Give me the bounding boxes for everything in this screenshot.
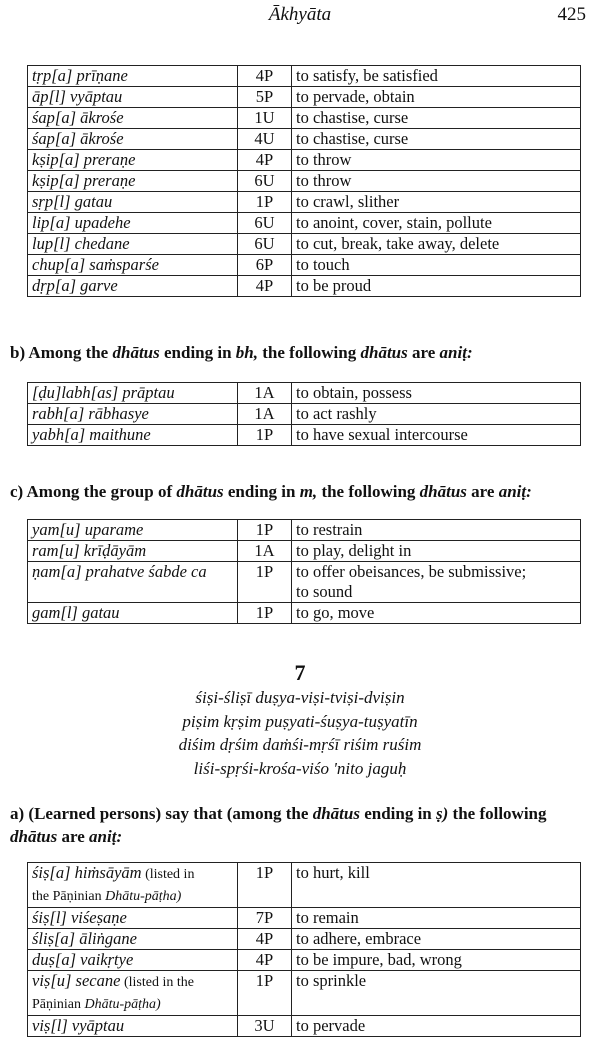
- heading-text: dhātus: [360, 343, 408, 362]
- dhatu-meaning: to be proud: [296, 276, 372, 295]
- dhatu-class-cell: 1A: [238, 541, 292, 562]
- dhatu-table-bh: [27, 382, 581, 446]
- dhatu-class-cell: 1P: [238, 603, 292, 624]
- dhatu-class-cell: 1U: [238, 108, 292, 129]
- table-row: [28, 383, 581, 404]
- heading-text: the following: [258, 343, 361, 362]
- dhatu-root: śap[a] ākrośe: [32, 129, 124, 148]
- dhatu-meaning: to be impure, bad, wrong: [296, 950, 462, 969]
- dhatu-root-cell: [28, 150, 238, 171]
- dhatu-root-cell: [28, 255, 238, 276]
- dhatu-root: lip[a] upadehe: [32, 213, 131, 232]
- dhatu-class-cell: 6U: [238, 213, 292, 234]
- dhatu-root: viṣ[l] vyāptau: [32, 1016, 125, 1035]
- table-row: [28, 66, 581, 87]
- dhatu-meaning: to sound: [296, 582, 353, 601]
- table-row: [28, 234, 581, 255]
- dhatu-meaning: to pervade: [296, 1016, 366, 1035]
- heading-text: aniṭ:: [498, 482, 532, 501]
- dhatu-table-m: [27, 519, 581, 624]
- table-row: [28, 150, 581, 171]
- dhatu-meaning: to have sexual intercourse: [296, 425, 468, 444]
- dhatu-meaning-cell: [292, 950, 581, 971]
- dhatu-table-p: [27, 65, 581, 297]
- heading-text: dhātus: [112, 343, 160, 362]
- dhatu-meaning-cell: [292, 562, 581, 603]
- dhatu-root: śap[a] ākrośe: [32, 108, 124, 127]
- heading-b: [10, 341, 590, 364]
- dhatu-root-cell: [28, 87, 238, 108]
- table-row: [28, 603, 581, 624]
- table-row: [28, 87, 581, 108]
- dhatu-root-cell: [28, 404, 238, 425]
- dhatu-root: śiṣ[l] viśeṣaṇe: [32, 908, 127, 927]
- table-row: [28, 520, 581, 541]
- dhatu-meaning-cell: [292, 908, 581, 929]
- table-row: [28, 1016, 581, 1037]
- dhatu-meaning: to remain: [296, 908, 359, 927]
- dhatu-meaning: to crawl, slither: [296, 192, 400, 211]
- dhatu-meaning-cell: [292, 129, 581, 150]
- dhatu-meaning: to anoint, cover, stain, pollute: [296, 213, 492, 232]
- dhatu-meaning-cell: [292, 541, 581, 562]
- dhatu-root-cell: [28, 425, 238, 446]
- heading-c: [10, 480, 590, 503]
- heading-text: are: [407, 343, 440, 362]
- dhatu-root-cell: [28, 950, 238, 971]
- dhatu-meaning-cell: [292, 192, 581, 213]
- dhatu-root-cell: [28, 171, 238, 192]
- dhatu-root-cell: [28, 234, 238, 255]
- dhatu-root: lup[l] chedane: [32, 234, 130, 253]
- table-row: [28, 541, 581, 562]
- dhatu-root-cell: [28, 908, 238, 929]
- dhatu-root-cell: [28, 562, 238, 603]
- dhatu-meaning-cell: [292, 150, 581, 171]
- heading-text: ending in: [223, 482, 300, 501]
- table-row: [28, 562, 581, 603]
- dhatu-meaning-cell: [292, 1016, 581, 1037]
- dhatu-root: [ḍu]labh[as] prāptau: [32, 383, 175, 402]
- dhatu-root-cell: [28, 108, 238, 129]
- table-row: [28, 129, 581, 150]
- dhatu-meaning: to satisfy, be satisfied: [296, 66, 438, 85]
- dhatu-root: tṛp[a] prīṇane: [32, 66, 128, 85]
- dhatu-root-cell: [28, 213, 238, 234]
- verse-line: liśi-spṛśi-krośa-viśo 'nito jaguḥ: [193, 758, 407, 778]
- heading-text: aniṭ:: [89, 827, 123, 846]
- table-row: [28, 404, 581, 425]
- dhatu-root: kṣip[a] preraṇe: [32, 150, 136, 169]
- dhatu-class-cell: 1P: [238, 520, 292, 541]
- page-number: 425: [557, 4, 586, 25]
- root-note: the Pāṇinian: [32, 889, 106, 904]
- dhatu-root-cell: [28, 192, 238, 213]
- heading-a: [10, 802, 590, 848]
- heading-text: dhātus: [312, 804, 360, 823]
- heading-text: the following: [448, 804, 547, 823]
- dhatu-meaning: to chastise, curse: [296, 108, 409, 127]
- dhatu-root: chup[a] saṁsparśe: [32, 255, 159, 274]
- dhatu-root: ṇam[a] prahatve śabde ca: [32, 562, 207, 581]
- dhatu-class-cell: 6U: [238, 234, 292, 255]
- dhatu-class-cell: 5P: [238, 87, 292, 108]
- dhatu-root: yabh[a] maithune: [32, 425, 151, 444]
- verse-line: śiṣi-śliṣī duṣya-viṣi-tviṣi-dviṣin: [195, 688, 405, 707]
- dhatu-class-cell: 1A: [238, 404, 292, 425]
- dhatu-meaning-cell: [292, 234, 581, 255]
- root-note: (listed in the: [120, 975, 194, 990]
- dhatu-class-cell: 6P: [238, 255, 292, 276]
- dhatu-meaning: to hurt, kill: [296, 863, 370, 882]
- table-row: [28, 425, 581, 446]
- dhatu-root: rabh[a] rābhasye: [32, 404, 149, 423]
- heading-text: b) Among the: [10, 343, 113, 362]
- dhatu-root-cell: [28, 971, 238, 1016]
- dhatu-class-cell: 4P: [238, 950, 292, 971]
- dhatu-root-cell: [28, 276, 238, 297]
- dhatu-table-s: [27, 862, 581, 1037]
- dhatu-root-cell: [28, 520, 238, 541]
- dhatu-class-cell: 7P: [238, 908, 292, 929]
- dhatu-meaning-cell: [292, 108, 581, 129]
- heading-text: are: [466, 482, 499, 501]
- dhatu-meaning: to cut, break, take away, delete: [296, 234, 500, 253]
- dhatu-meaning-cell: [292, 971, 581, 1016]
- table-row: [28, 213, 581, 234]
- dhatu-meaning-cell: [292, 255, 581, 276]
- dhatu-root: duṣ[a] vaikṛtye: [32, 950, 134, 969]
- dhatu-root: kṣip[a] preraṇe: [32, 171, 136, 190]
- dhatu-meaning-cell: [292, 383, 581, 404]
- dhatu-class-cell: 1P: [238, 562, 292, 603]
- dhatu-meaning: to act rashly: [296, 404, 377, 423]
- table-row: [28, 192, 581, 213]
- table-row: [28, 908, 581, 929]
- dhatu-class-cell: 4P: [238, 66, 292, 87]
- page-header: [0, 4, 600, 28]
- table-row: [28, 276, 581, 297]
- dhatu-meaning: to chastise, curse: [296, 129, 409, 148]
- dhatu-root-cell: [28, 129, 238, 150]
- heading-text: ṣ): [436, 804, 449, 823]
- dhatu-class-cell: 1P: [238, 425, 292, 446]
- dhatu-class-cell: 1A: [238, 383, 292, 404]
- dhatu-meaning-cell: [292, 929, 581, 950]
- dhatu-meaning: to throw: [296, 150, 352, 169]
- root-note: (listed in: [141, 867, 195, 882]
- dhatu-meaning-cell: [292, 603, 581, 624]
- heading-text: m,: [299, 482, 318, 501]
- heading-text: dhātus: [176, 482, 224, 501]
- table-row: [28, 929, 581, 950]
- root-note: Dhātu-pāṭha): [84, 997, 161, 1012]
- dhatu-meaning: to throw: [296, 171, 352, 190]
- table-row: [28, 971, 581, 1016]
- dhatu-class-cell: 4P: [238, 150, 292, 171]
- dhatu-root: śiṣ[a] hiṁsāyām: [32, 863, 142, 882]
- dhatu-class-cell: 4P: [238, 929, 292, 950]
- dhatu-class-cell: 1P: [238, 192, 292, 213]
- heading-text: bh,: [235, 343, 259, 362]
- dhatu-root: viṣ[u] secane: [32, 971, 121, 990]
- dhatu-root-cell: [28, 66, 238, 87]
- heading-text: dhātus: [10, 827, 58, 846]
- heading-text: are: [57, 827, 90, 846]
- dhatu-root-cell: [28, 863, 238, 908]
- root-note: Dhātu-pāṭha): [105, 889, 182, 904]
- dhatu-root: dṛp[a] garve: [32, 276, 118, 295]
- dhatu-root: sṛp[l] gatau: [32, 192, 113, 211]
- dhatu-meaning: to offer obeisances, be submissive;: [296, 562, 527, 581]
- table-row: [28, 950, 581, 971]
- dhatu-meaning: to pervade, obtain: [296, 87, 415, 106]
- verse-line: diśim dṛśim daṁśi-mṛśī riśim ruśim: [178, 735, 422, 754]
- dhatu-meaning: to go, move: [296, 603, 375, 622]
- dhatu-class-cell: 3U: [238, 1016, 292, 1037]
- dhatu-meaning-cell: [292, 863, 581, 908]
- dhatu-meaning: to obtain, possess: [296, 383, 412, 402]
- heading-text: ending in: [159, 343, 236, 362]
- dhatu-root: śliṣ[a] āliṅgane: [32, 929, 137, 948]
- dhatu-meaning-cell: [292, 404, 581, 425]
- dhatu-class-cell: 1P: [238, 971, 292, 1016]
- dhatu-meaning-cell: [292, 171, 581, 192]
- dhatu-meaning: to sprinkle: [296, 971, 367, 990]
- dhatu-root: āp[l] vyāptau: [32, 87, 123, 106]
- dhatu-meaning: to touch: [296, 255, 350, 274]
- verse-line: piṣim kṛṣim puṣyati-śuṣya-tuṣyatīn: [182, 711, 418, 731]
- dhatu-class-cell: 4U: [238, 129, 292, 150]
- dhatu-meaning-cell: [292, 425, 581, 446]
- dhatu-class-cell: 4P: [238, 276, 292, 297]
- table-row: [28, 108, 581, 129]
- table-row: [28, 171, 581, 192]
- section-number: 7: [294, 660, 306, 685]
- dhatu-root-cell: [28, 929, 238, 950]
- dhatu-meaning-cell: [292, 213, 581, 234]
- dhatu-meaning-cell: [292, 66, 581, 87]
- table-row: [28, 863, 581, 908]
- dhatu-root-cell: [28, 603, 238, 624]
- dhatu-root-cell: [28, 541, 238, 562]
- dhatu-meaning: to restrain: [296, 520, 363, 539]
- dhatu-meaning-cell: [292, 520, 581, 541]
- dhatu-root-cell: [28, 383, 238, 404]
- root-note: Pāṇinian: [32, 997, 85, 1012]
- heading-text: ending in: [359, 804, 436, 823]
- dhatu-meaning-cell: [292, 276, 581, 297]
- dhatu-root: yam[u] uparame: [32, 520, 144, 539]
- heading-text: a) (Learned persons) say that (among the: [10, 804, 313, 823]
- dhatu-root: gam[l] gatau: [32, 603, 120, 622]
- dhatu-root: ram[u] krīḍāyām: [32, 541, 147, 560]
- dhatu-meaning-cell: [292, 87, 581, 108]
- dhatu-class-cell: 1P: [238, 863, 292, 908]
- heading-text: dhātus: [419, 482, 467, 501]
- verse-block: [0, 686, 600, 780]
- dhatu-root-cell: [28, 1016, 238, 1037]
- dhatu-class-cell: 6U: [238, 171, 292, 192]
- table-row: [28, 255, 581, 276]
- heading-text: c) Among the group of: [10, 482, 177, 501]
- heading-text: the following: [317, 482, 420, 501]
- dhatu-meaning: to adhere, embrace: [296, 929, 422, 948]
- running-title: Ākhyāta: [268, 4, 332, 25]
- dhatu-meaning: to play, delight in: [296, 541, 412, 560]
- heading-text: aniṭ:: [439, 343, 473, 362]
